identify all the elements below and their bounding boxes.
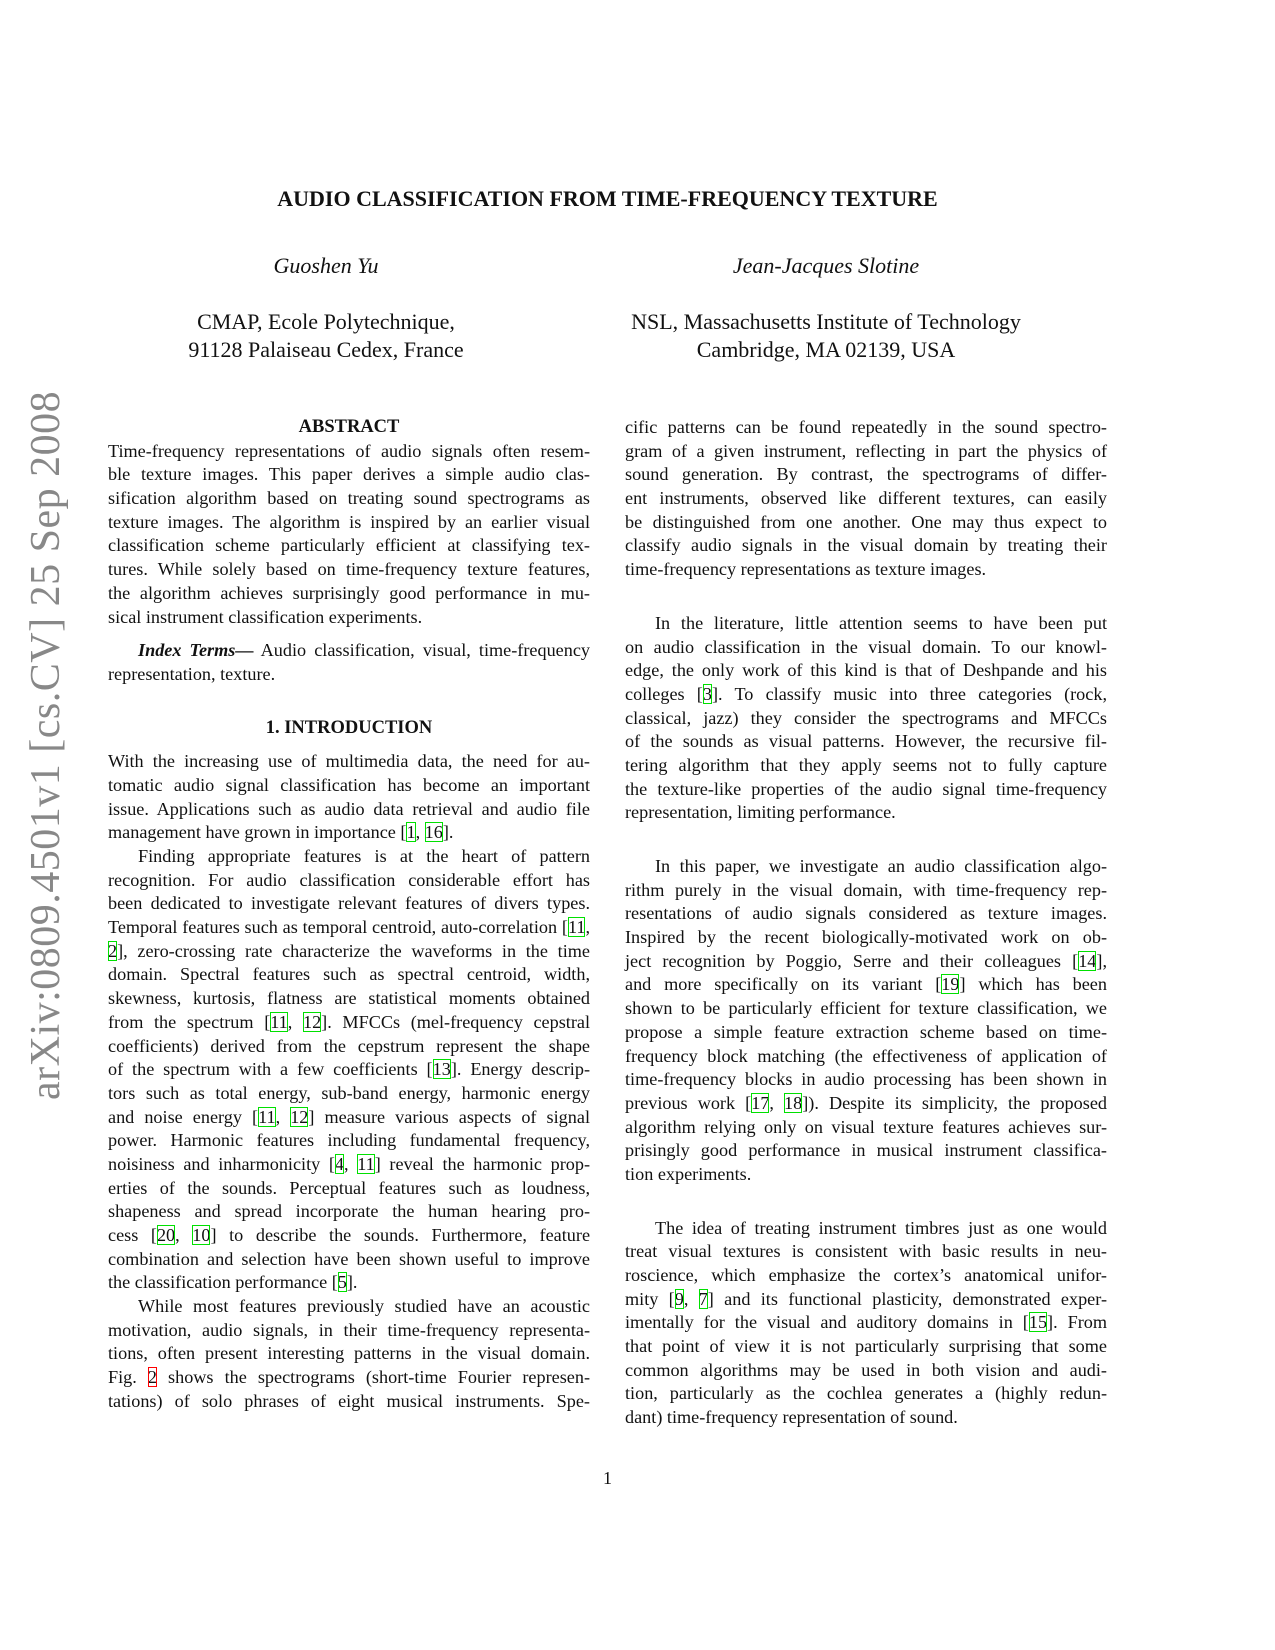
text-line: the texture-like properties of the audio signal time-frequency	[625, 778, 1107, 799]
text-line: tions, often present interesting patterns in the visual domain.	[108, 1343, 590, 1364]
text-line: In the literature, little attention seems to have been put	[655, 612, 1107, 633]
text-line: power. Harmonic features including fundamental frequency,	[108, 1130, 590, 1151]
text-line: sound generation. By contrast, the spectrograms of differ-	[625, 464, 1107, 485]
text-line: noisiness and inharmonicity [4, 11] reveal the harmonic prop-	[108, 1153, 591, 1174]
citation-link[interactable]: 11	[567, 917, 586, 938]
author-name: Guoshen Yu	[273, 253, 379, 278]
text-line: resentations of audio signals considered as texture images.	[625, 903, 1107, 924]
citation-link[interactable]: 13	[432, 1059, 451, 1080]
citation-link[interactable]: 2	[108, 940, 118, 961]
page-number: 1	[603, 1468, 612, 1488]
text-line: the algorithm achieves surprisingly good performance in mu-	[108, 582, 590, 603]
text-line: motivation, audio signals, in their time-frequency representa-	[108, 1319, 590, 1340]
text-line: tion experiments.	[625, 1163, 752, 1184]
text-line: cess [20, 10] to describe the sounds. Furthermore, feature	[108, 1225, 591, 1245]
left-column	[108, 416, 590, 1414]
index-terms	[108, 639, 590, 686]
arxiv-stamp: arXiv:0809.4501v1 [cs.CV] 25 Sep 2008	[23, 390, 69, 1100]
text-line: sical instrument classification experiments.	[108, 606, 423, 627]
paragraph	[108, 1295, 590, 1413]
text-line: representation, texture.	[108, 663, 276, 684]
text-line: that point of view it is not particularly surprising that some	[625, 1336, 1107, 1357]
text-line: time-frequency representations as texture images.	[625, 559, 987, 580]
text-line: tomatic audio signal classification has become an important	[108, 774, 590, 795]
citation-link[interactable]: 7	[698, 1288, 708, 1309]
text-line: imentally for the visual and auditory domains in [15]. From	[625, 1312, 1107, 1333]
spacer	[108, 629, 590, 639]
text-line: algorithm relying only on visual texture features achieves sur-	[625, 1116, 1107, 1137]
text-line: With the increasing use of multimedia data, the need for au-	[108, 751, 590, 772]
text-line: While most features previously studied have an acoustic	[138, 1296, 590, 1317]
spacer	[108, 740, 590, 750]
citation-link[interactable]: 11	[357, 1153, 375, 1174]
paper-title: AUDIO CLASSIFICATION FROM TIME-FREQUENCY TEXTURE	[277, 186, 938, 211]
paragraph	[625, 416, 1107, 582]
figure-reference-link[interactable]: 2	[147, 1367, 157, 1388]
text-line: time-frequency blocks in audio processing has been shown in	[625, 1069, 1107, 1090]
paragraph	[625, 612, 1107, 825]
text-line: issue. Applications such as audio data retrieval and audio file	[108, 798, 590, 819]
citation-link[interactable]: 19	[941, 974, 960, 995]
text-line: common algorithms may be used in both vision and audi-	[625, 1359, 1107, 1380]
paragraph	[108, 440, 590, 630]
section-heading: 1. INTRODUCTION	[265, 717, 433, 738]
text-line: from the spectrum [11, 12]. MFCCs (mel-frequency cepstral	[108, 1011, 591, 1032]
text-line: tors such as total energy, sub-band energy, harmonic energy	[108, 1082, 590, 1103]
text-line: ject recognition by Poggio, Serre and their colleagues [14],	[625, 950, 1107, 971]
author-affiliation	[576, 308, 1076, 364]
text-line: shown to be particularly efficient for texture classification, we	[625, 998, 1107, 1019]
text-line: of the spectrum with a few coefficients [13]. Energy descrip-	[108, 1059, 590, 1080]
text-line: Inspired by the recent biologically-motivated work on ob-	[625, 927, 1107, 948]
citation-link[interactable]: 20	[156, 1225, 176, 1245]
paragraph	[625, 855, 1107, 1187]
text-line: classify audio signals in the visual domain by treating their	[625, 535, 1107, 556]
citation-link[interactable]: 5	[337, 1272, 347, 1293]
paragraph	[108, 845, 590, 1295]
text-line: classification scheme particularly efficient at classifying tex-	[108, 535, 590, 556]
citation-link[interactable]: 11	[270, 1011, 288, 1032]
text-line: recognition. For audio classification considerable effort has	[108, 869, 590, 890]
text-line: 2], zero-crossing rate characterize the waveforms in the time	[108, 940, 590, 961]
citation-link[interactable]: 15	[1028, 1312, 1048, 1333]
spacer	[625, 582, 1107, 612]
text-line: representation, limiting performance.	[625, 802, 896, 823]
text-line: The idea of treating instrument timbres just as one would	[655, 1217, 1107, 1238]
affiliation-line: 91128 Palaiseau Cedex, France	[188, 337, 464, 362]
text-line: coefficients) derived from the cepstrum represent the shape	[108, 1035, 590, 1056]
text-line: of the sounds as visual patterns. However, the recursive fil-	[625, 731, 1107, 752]
text-line: dant) time-frequency representation of sound.	[625, 1407, 958, 1428]
text-line: Index Terms— Audio classification, visual, time-frequency	[138, 640, 590, 661]
text-line: ble texture images. This paper derives a simple audio clas-	[108, 464, 590, 485]
author-name: Jean-Jacques Slotine	[732, 253, 920, 278]
text-line: tations) of solo phrases of eight musical instruments. Spe-	[108, 1390, 590, 1411]
citation-link[interactable]: 3	[702, 683, 712, 704]
citation-link[interactable]: 12	[302, 1011, 322, 1032]
text-line: cific patterns can be found repeatedly in the sound spectro-	[625, 417, 1107, 437]
affiliation-line: NSL, Massachusetts Institute of Technology	[631, 309, 1021, 334]
spacer	[625, 1187, 1107, 1217]
citation-link[interactable]: 14	[1078, 950, 1097, 971]
citation-link[interactable]: 12	[290, 1106, 309, 1127]
text-line: be distinguished from one another. One may thus expect to	[625, 511, 1107, 532]
text-line: sification algorithm based on treating sound spectrograms as	[108, 488, 590, 509]
text-line: gram of a given instrument, reflecting in part the physics of	[625, 440, 1107, 461]
text-line: prisingly good performance in musical instrument classifica-	[625, 1140, 1107, 1161]
text-line: been dedicated to investigate relevant features of divers types.	[108, 893, 590, 914]
citation-link[interactable]: 17	[751, 1092, 770, 1113]
affiliation-line: CMAP, Ecole Polytechnique,	[197, 309, 455, 334]
paragraph	[625, 1217, 1107, 1430]
text-line: propose a simple feature extraction scheme based on time-	[625, 1021, 1107, 1042]
text-line: roscience, which emphasize the cortex’s anatomical unifor-	[625, 1265, 1107, 1285]
paragraph	[108, 750, 590, 845]
text-line: management have grown in importance [1, 16].	[108, 822, 454, 843]
text-line: edge, the only work of this kind is that of Deshpande and his	[625, 660, 1107, 681]
text-line: texture images. The algorithm is inspired by an earlier visual	[108, 511, 590, 532]
text-line: and more specifically on its variant [19] which has been	[625, 974, 1107, 995]
text-line: ent instruments, observed like different textures, can easily	[625, 488, 1107, 509]
text-line: and noise energy [11, 12] measure various aspects of signal	[108, 1106, 590, 1127]
text-line: rithm purely in the visual domain, with time-frequency rep-	[625, 879, 1107, 900]
text-line: Finding appropriate features is at the heart of pattern	[138, 846, 590, 866]
text-line: Fig. 2 shows the spectrograms (short-time Fourier represen-	[108, 1367, 591, 1388]
text-line: on audio classification in the visual domain. To our knowl-	[625, 636, 1107, 657]
text-line: Temporal features such as temporal centroid, auto-correlation [11,	[108, 917, 590, 938]
text-line: erties of the sounds. Perceptual features such as loudness,	[108, 1177, 590, 1198]
text-line: frequency block matching (the effectiveness of application of	[625, 1045, 1107, 1066]
author-affiliation	[126, 308, 526, 364]
text-line: tering algorithm that they apply seems not to fully capture	[625, 754, 1107, 775]
text-line: tion, particularly as the cochlea generates a (highly redun-	[625, 1383, 1107, 1404]
text-line: the classification performance [5].	[108, 1272, 358, 1293]
citation-link[interactable]: 4	[334, 1153, 345, 1174]
text-line: In this paper, we investigate an audio classification algo-	[655, 856, 1107, 876]
text-line: shapeness and spread incorporate the human hearing pro-	[108, 1201, 590, 1222]
text-line: classical, jazz) they consider the spectrograms and MFCCs	[625, 707, 1107, 728]
citation-link[interactable]: 18	[784, 1092, 803, 1113]
citation-link[interactable]: 9	[674, 1288, 684, 1309]
text-line: previous work [17, 18]). Despite its simplicity, the proposed	[625, 1092, 1107, 1113]
text-line: skewness, kurtosis, flatness are statistical moments obtained	[108, 988, 590, 1009]
index-terms-label: Index Terms—	[138, 640, 254, 661]
text-line: domain. Spectral features such as spectral centroid, width,	[108, 964, 590, 985]
text-line: combination and selection have been shown useful to improve	[108, 1248, 590, 1269]
text-line: treat visual textures is consistent with basic results in neu-	[625, 1241, 1107, 1262]
text-line: tures. While solely based on time-frequency texture features,	[108, 559, 590, 580]
citation-link[interactable]: 10	[192, 1225, 211, 1245]
text-line: mity [9, 7] and its functional plasticity, demonstrated exper-	[625, 1288, 1108, 1309]
citation-link[interactable]: 11	[258, 1106, 276, 1127]
affiliation-line: Cambridge, MA 02139, USA	[696, 337, 956, 362]
citation-link[interactable]: 1	[406, 822, 416, 843]
right-column	[625, 416, 1107, 1430]
section-heading: ABSTRACT	[298, 417, 400, 437]
text-line: Time-frequency representations of audio signals often resem-	[108, 440, 590, 461]
citation-link[interactable]: 16	[424, 822, 443, 843]
text-line: colleges [3]. To classify music into three categories (rock,	[625, 683, 1107, 704]
spacer	[108, 687, 590, 717]
spacer	[625, 825, 1107, 855]
